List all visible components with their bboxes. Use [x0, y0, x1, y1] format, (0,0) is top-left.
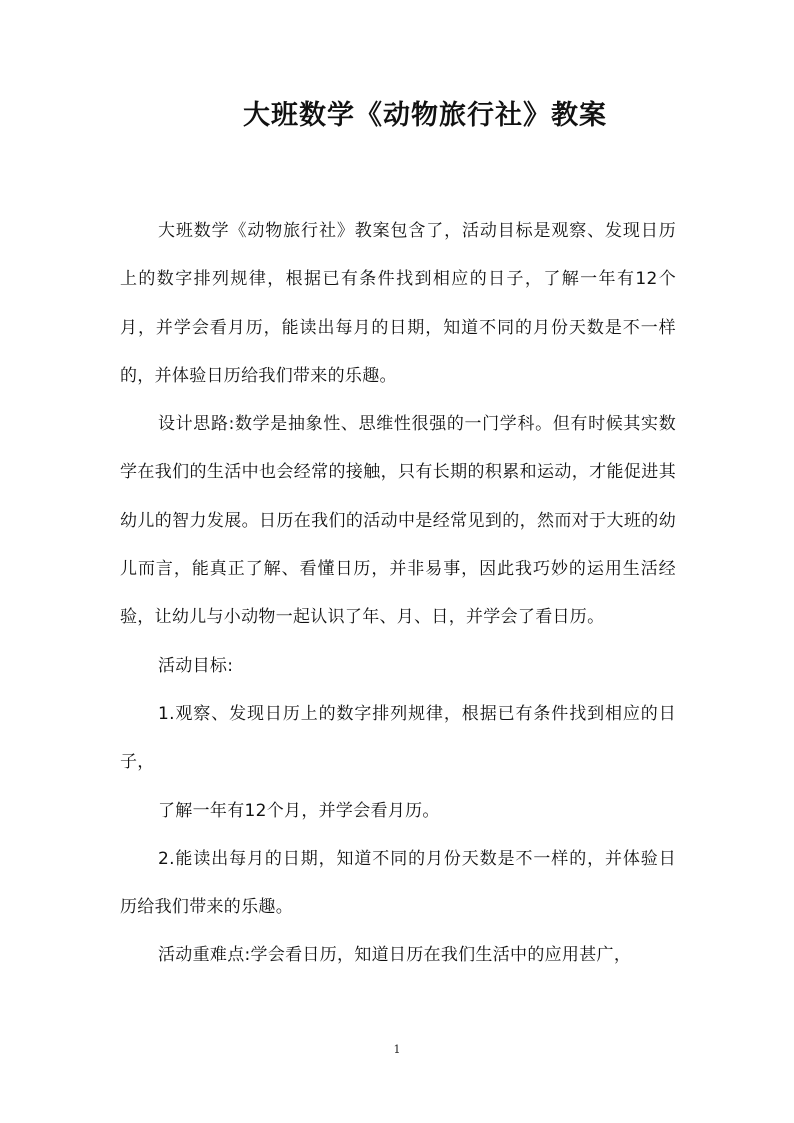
- document-title: 大班数学《动物旅行社》教案: [243, 100, 607, 131]
- paragraph-goal-2: 2.能读出每月的日期，知道不同的月份天数是不一样的，并体验日历给我们带来的乐趣。: [120, 848, 676, 918]
- paragraph-goals-heading: 活动目标:: [158, 655, 234, 676]
- paragraph-intro: 大班数学《动物旅行社》教案包含了，活动目标是观察、发现日历上的数字排列规律，根据已有条件找到相应的日子，了解一年有12个月，并学会看月历，能读出每月的日期，知道不同的月份天数是不一样的，并体验日历给我们带来的乐趣。: [120, 221, 676, 386]
- document-body: [120, 207, 676, 980]
- paragraph-design-idea: 设计思路:数学是抽象性、思维性很强的一门学科。但有时候其实数学在我们的生活中也会经常的接触，只有长期的积累和运动，才能促进其幼儿的智力发展。日历在我们的活动中是经常见到的，然而对于大班的幼儿而言，能真正了解、看懂日历，并非易事，因此我巧妙的运用生活经验，让幼儿与小动物一起认识了年、月、日，并学会了看日历。: [120, 414, 676, 628]
- paragraph-goal-1-continued: 了解一年有12个月，并学会看月历。: [158, 800, 440, 821]
- page-number: 1: [393, 1043, 401, 1056]
- paragraph-goal-1: 1.观察、发现日历上的数字排列规律，根据已有条件找到相应的日子，: [120, 703, 676, 773]
- paragraph-key-points: 活动重难点:学会看日历，知道日历在我们生活中的应用甚广，: [158, 945, 632, 966]
